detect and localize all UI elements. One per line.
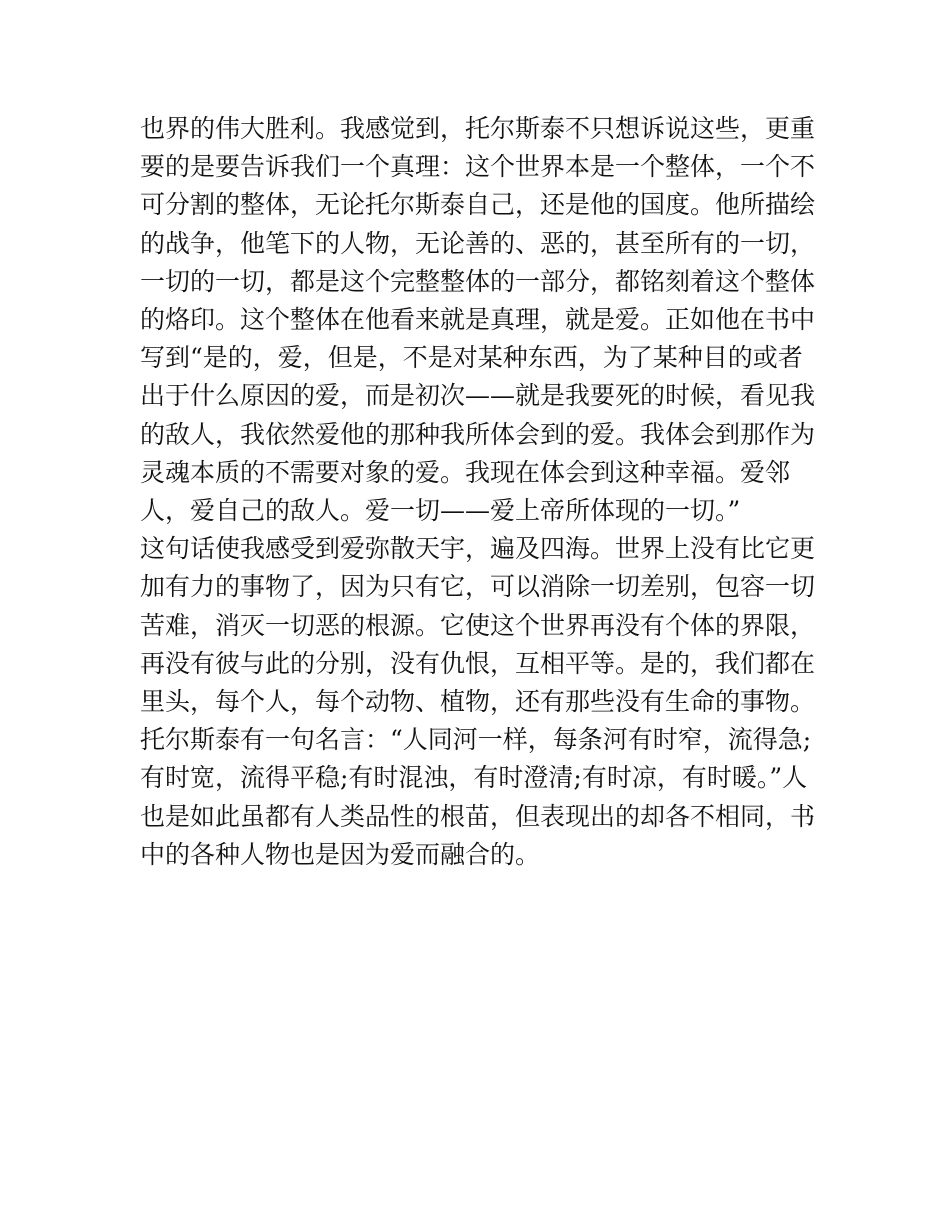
text-line: 也是如此虽都有人类品性的根苗，但表现出的却各不相同，书	[140, 801, 816, 831]
text-line: 写到“是的，爱，但是，不是对某种东西，为了某种目的或者	[140, 343, 803, 373]
text-line: 加有力的事物了，因为只有它，可以消除一切差别，包容一切	[140, 572, 816, 602]
text-line: 托尔斯泰有一句名言：“人同河一样，每条河有时窄，流得急;	[140, 725, 812, 755]
text-line: 苦难，消灭一切恶的根源。它使这个世界再没有个体的界限，	[140, 610, 816, 640]
text-line: 的烙印。这个整体在他看来就是真理，就是爱。正如他在书中	[140, 305, 816, 335]
text-line: 中的各种人物也是因为爱而融合的。	[140, 839, 541, 869]
text-line: 要的是要告诉我们一个真理：这个世界本是一个整体，一个不	[140, 152, 816, 182]
text-line: 也界的伟大胜利。我感觉到，托尔斯泰不只想诉说这些，更重	[140, 114, 816, 143]
text-line: 的战争，他笔下的人物，无论善的、恶的，甚至所有的一切，	[140, 228, 816, 258]
text-line: 的敌人，我依然爱他的那种我所体会到的爱。我体会到那作为	[140, 419, 816, 449]
text-line: 这句话使我感受到爱弥散天宇，遍及四海。世界上没有比它更	[140, 534, 816, 564]
body-text	[140, 110, 820, 874]
text-line: 出于什么原因的爱，而是初次——就是我要死的时候，看见我	[140, 381, 816, 411]
text-line: 人，爱自己的敌人。爱一切——爱上帝所体现的一切。”	[140, 496, 741, 526]
text-line: 里头，每个人，每个动物、植物，还有那些没有生命的事物。	[140, 687, 816, 717]
text-line: 一切的一切，都是这个完整整体的一部分，都铭刻着这个整体	[140, 266, 816, 296]
text-line: 有时宽，流得平稳;有时混浊，有时澄清;有时凉，有时暖。”人	[140, 763, 808, 793]
text-line: 灵魂本质的不需要对象的爱。我现在体会到这种幸福。爱邻	[140, 457, 791, 487]
text-line: 再没有彼与此的分别，没有仇恨，互相平等。是的，我们都在	[140, 648, 816, 678]
text-line: 可分割的整体，无论托尔斯泰自己，还是他的国度。他所描绘	[140, 190, 816, 220]
